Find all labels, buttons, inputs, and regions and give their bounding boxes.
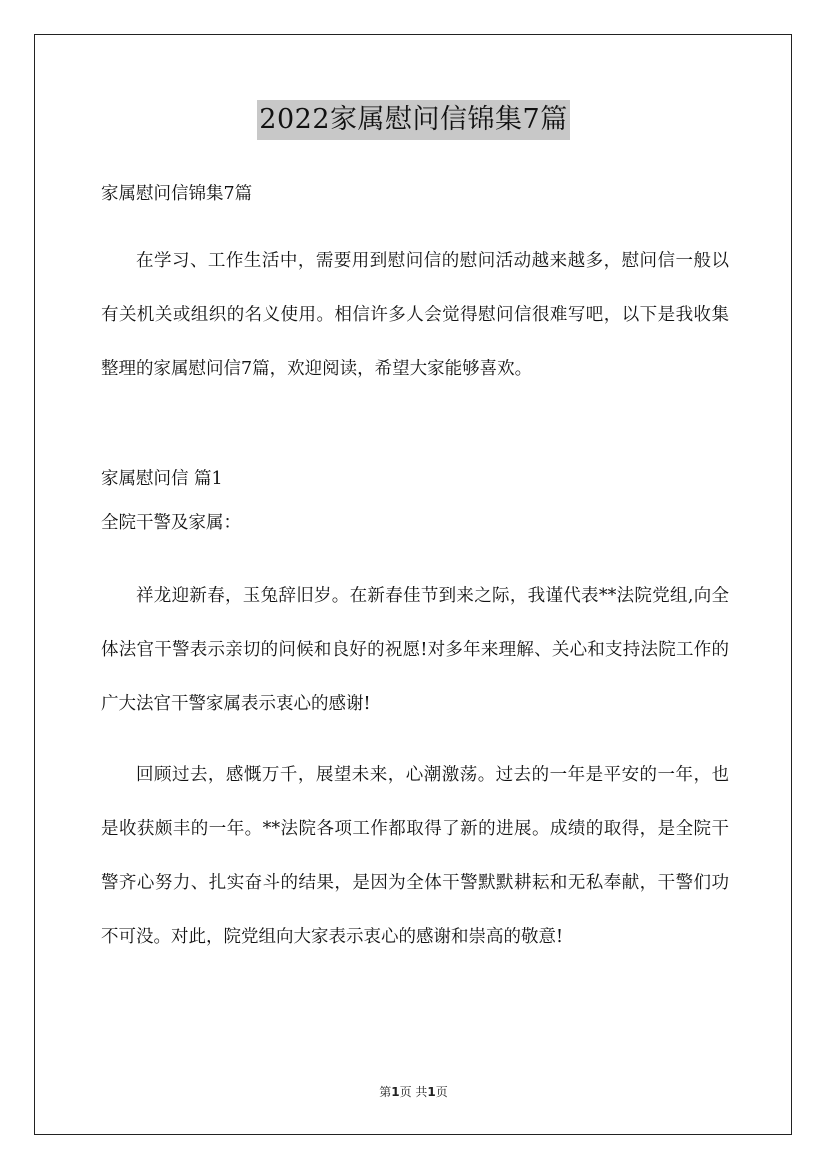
document-body (101, 172, 729, 982)
salutation-spacer (101, 545, 729, 551)
footer-suffix: 页 (435, 1085, 448, 1099)
body-paragraph-1: 祥龙迎新春，玉兔辞旧岁。在新春佳节到来之际，我谨代表**法院党组,向全体法官干警表示亲切的问候和良好的祝愿!对多年来理解、关心和支持法院工作的广大法官干警家属表示衷心的感谢! (101, 585, 729, 714)
letter-salutation: 全院干警及家属： (101, 513, 241, 533)
current-page-number: 1 (391, 1085, 400, 1099)
footer-prefix: 第 (379, 1085, 392, 1099)
page-footer (0, 1083, 827, 1100)
document-subtitle: 家属慰问信锦集7篇 (101, 184, 253, 204)
total-page-number: 1 (427, 1085, 436, 1099)
body-paragraph-2: 回顾过去，感慨万千，展望未来，心潮激荡。过去的一年是平安的一年，也是收获颇丰的一年。**法院各项工作都取得了新的进展。成绩的取得，是全院干警齐心努力、扎实奋斗的结果，是因为全体干警默默耕耘和无私奉献，干警们功不可没。对此，院党组向大家表示衷心的感谢和崇高的敬意! (101, 765, 729, 947)
section-spacer (101, 413, 729, 457)
intro-paragraph: 在学习、工作生活中，需要用到慰问信的慰问活动越来越多，慰问信一般以有关机关或组织的名义使用。相信许多人会觉得慰问信很难写吧，以下是我收集整理的家属慰问信7篇，欢迎阅读，希望大家能够喜欢。 (101, 250, 729, 379)
title-container (0, 100, 827, 140)
footer-mid: 页 共 (399, 1085, 428, 1099)
section-heading: 家属慰问信 篇1 (101, 469, 223, 489)
document-title: 2022家属慰问信锦集7篇 (257, 100, 569, 140)
